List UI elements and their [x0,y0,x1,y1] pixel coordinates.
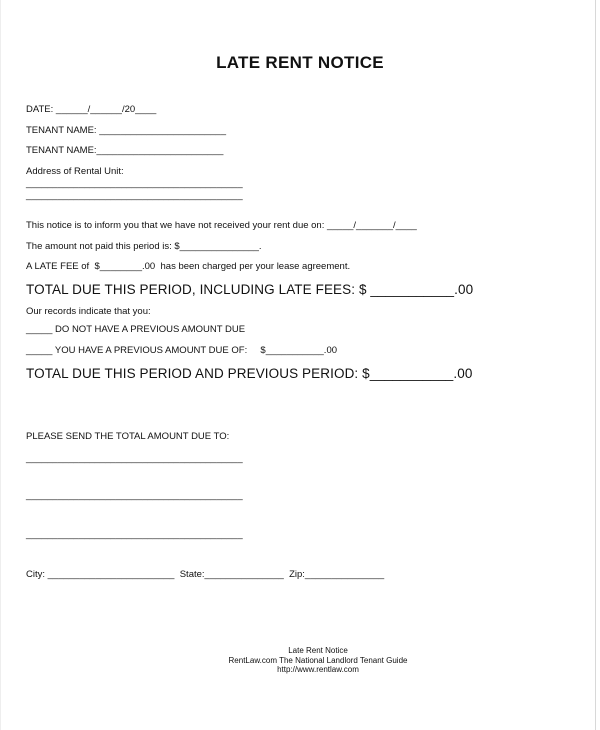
date-field: DATE: ______/______/20____ [26,104,157,115]
remit-address-line-3: _________________________________________ [26,529,243,540]
remit-address-line-1: _________________________________________ [26,453,243,464]
address-label: Address of Rental Unit: [26,166,124,177]
no-previous-amount-option: _____ DO NOT HAVE A PREVIOUS AMOUNT DUE [26,324,246,335]
footer-title: Late Rent Notice [288,646,348,655]
total-and-previous: TOTAL DUE THIS PERIOD AND PREVIOUS PERIOD: $___________.00 [26,366,473,381]
page-edge-right [595,0,596,730]
remit-address-line-2: _________________________________________ [26,490,243,501]
document-title: LATE RENT NOTICE [216,53,384,72]
send-to-label: PLEASE SEND THE TOTAL AMOUNT DUE TO: [26,431,230,442]
tenant-name-field-2: TENANT NAME:________________________ [26,145,224,156]
footer-url: http://www.rentlaw.com [277,665,359,674]
amount-not-paid: The amount not paid this period is: $_______________. [26,241,262,252]
city-state-zip-line: City: ________________________ State:_______________ Zip:_______________ [26,569,385,580]
footer-source: RentLaw.com The National Landlord Tenant Guide [228,656,408,665]
total-including-late-fees: TOTAL DUE THIS PERIOD, INCLUDING LATE FEES: $ ___________.00 [26,282,474,297]
records-intro: Our records indicate that you: [26,306,151,317]
page-edge-left [0,0,1,730]
notice-intro: This notice is to inform you that we have not received your rent due on: _____/_______/____ [26,220,417,231]
address-line-1: _________________________________________ [26,178,243,189]
previous-amount-due-option: _____ YOU HAVE A PREVIOUS AMOUNT DUE OF: $___________.00 [26,345,338,356]
late-fee-line: A LATE FEE of $________.00 has been charged per your lease agreement. [26,261,351,272]
address-line-2: _________________________________________ [26,190,243,201]
tenant-name-field-1: TENANT NAME: ________________________ [26,125,226,136]
